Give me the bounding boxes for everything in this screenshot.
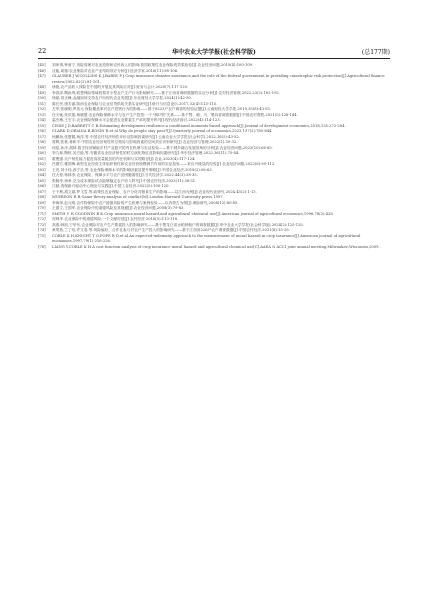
reference-number: [53] [38, 112, 46, 117]
reference-text: 张毓华,徐聿.完全成本保险试点能够稳定农户收入吗?[J].中国农村经济,2023(11):38-51. [52, 178, 197, 183]
reference-text: 沈能,周德:农业保险对农业产业结构效应分析[J].经济学家,2016(11):98-106. [52, 68, 179, 73]
reference-text: 李海萍,赵元明,农作物保险中农户道德风险的产生机理与案例检验——以内蒙古为例[J].保险研究,2008(12):80-85. [52, 200, 239, 205]
reference-number: [75] [38, 233, 46, 238]
reference-number: [49] [38, 90, 46, 95]
journal-title: 华中农业大学学报(社会科学版) [172, 49, 256, 56]
reference-number: [56] [38, 129, 46, 133]
reference-text: 于千利,胡文斌,罗飞雪,等.政策性农业保险、农户分化对粮食生产的影响——以江西为例[J].农业现代化研究,2024,45(2):1-13. [52, 189, 257, 194]
reference-number: [69] [38, 200, 46, 205]
reference-number: [68] [38, 195, 46, 199]
reference-number: [52] [38, 107, 46, 111]
running-header [38, 45, 390, 57]
reference-number: [54] [38, 118, 46, 122]
reference-number: [71] [38, 211, 46, 216]
reference-text: 温杰梅,王宏宇,农业保险保障水平会促进农业要素生产率的提升吗?[J].现代经济探讨,2022(4):114-123. [52, 118, 221, 122]
reference-number: [59] [38, 145, 46, 150]
reference-text: 陈长民,康芳丽,陕西农业保险与农业信贷供给关系实证研究[J].统计与信息论坛,2017,32(4):113-115. [52, 101, 218, 106]
reference-text: 高燕,韩凯,宁华东,农业保险对农户生产要素投入的影响研究——基于黑龙江省水稻种植户的调查数据[J].华中农业大学学报(社会科学版),2024(2):125-135. [52, 222, 304, 227]
reference-text: CISSE J D,BARRETT C B.Estimating development resilience:a conditional moments-based approach[J].Journal of development economics,2018,135:272-284. [52, 123, 346, 128]
reference-number: [55] [38, 123, 46, 128]
reference-text: 王亮,刘小伟,西宁乐,等.农业保险保障水平的影响因素及提升策略[J].中国农业经济,2018(2):56-63. [52, 167, 213, 172]
reference-text: LIANG Y,COBLE K H.A cost function analysis of crop insurance moral hazard and agricultural chemical use[C].AAEA & ACCI joint annual meeting.Milwaukee,Wisconsin,2009. [52, 244, 380, 249]
reference-text: 任大栓,杨林李,农业保险、保障水平与农户贫困脆弱性[J].当代经济学,2022,44(2):28-35. [52, 173, 198, 177]
reference-text: 李春泽,陶汝珠,联想保险领域机构对小型农户生产行为影响研究——基于江西省调研数据的实证分析[J].农村经济管理,2022,23(2):182-192. [52, 90, 280, 95]
reference-text: GLAUBER J W,COLLINS K J,BARRY P J.Crop insurance,disaster assistance,and the role of the federal government in providing catastrophic risk protection[J].Agricultural finance review,2002,62(2):81-101. [52, 74, 385, 84]
reference-number: [65] [38, 178, 46, 183]
header-rule [38, 58, 390, 59]
reference-text: SMITH V H,GOODWIN B K.Crop insurance,moral hazard,and agricultural chemical use[J].American journal of agricultural economics,1996,78(2):428. [52, 211, 334, 216]
reference-number: [45] [38, 63, 46, 67]
reference-number: [67] [38, 189, 46, 194]
reference-item [38, 74, 390, 85]
reference-text: 任天驰,张洪振,杨晓慧.农业保险保障水平与农户生产投资:一个"倒U型"关系——基于鄂、湘、川、黑四省调查数据[J].中国农村观察,2021(5):128-144. [52, 112, 298, 117]
reference-number: [73] [38, 222, 46, 227]
reference-item [38, 234, 390, 245]
reference-number: [61] [38, 156, 46, 161]
reference-text: 蒋辉,张豪,蒋和平.中国农业经济韧性时空格局与影响因素的空间效应识别研究[J].农业经济与管理,2022(1):30-32. [52, 140, 238, 144]
reference-number: [48] [38, 85, 46, 89]
reference-text: 徐艳,农产品收入保险在中国的开展及其风险应对[J].财务与会计,2020(7):117-120. [52, 85, 189, 89]
reference-number: [64] [38, 173, 46, 177]
reference-number: [50] [38, 96, 46, 100]
reference-number: [76] [38, 244, 46, 249]
reference-text: 江献,再保新兴驱动中心理论与实践[J].中国工业经济,2022(5):100-120. [52, 184, 170, 188]
reference-number: [66] [38, 184, 46, 188]
reference-text: CLARK D,ORIANA B,BOSIN R,et al.Why do people stay poor?[J].Quarterly journal of economics,2022,137(2):785-844. [52, 129, 273, 133]
reference-text: 黄莺燕,兰了咕,许文春,等.风险偏好、合作社参与对农户生产投入的影响研究——基于江西省226户农户调查数据[J].中国农村经济,2021(8):15-29. [52, 228, 290, 232]
reference-item [38, 245, 390, 251]
reference-text: 王德文,王国军.农业保险中的道德风险及其规避[J].农业经济问题,2008(3):79-83. [52, 206, 185, 210]
reference-text: 刘家琪,钟甫宁.风险管理对农业投资和农民收入的影响:我国政策性农业保险的效果检验[J].农业经济问题,2010(4):100-109. [52, 63, 254, 67]
reference-text: 徐斌,刘正峰,金融如何支持农户向现代农业发展[J].东北财经大学学报,2024(1):42-50. [52, 96, 192, 100]
reference-number: [62] [38, 162, 46, 166]
reference-list [38, 63, 390, 250]
reference-number: [70] [38, 206, 46, 210]
issue-number: (总177期) [361, 49, 390, 56]
reference-text: 李九林,陶恒,吴宏能,等.安徽省农业经济韧性的时空演化特征及影响因素研究[J].华东经济管理,2022,36(11):75-84. [52, 151, 240, 155]
reference-text: COBLE K H,KNIGHT T O,POPE R D,et al.An expected-indemnity approach to the measurement of moral hazard in crop insurance[J].American journal of agricultural economics,1997,79(1):216-226. [52, 233, 361, 243]
reference-text: MYERSON R B.Game theory:analysis of conflict[M].London:Harvard University press,1997. [52, 195, 224, 199]
page-number: 22 [38, 47, 47, 55]
reference-number: [72] [38, 217, 46, 221]
reference-text: 左军,张晓明,罗浩元.保险覆盖率对农户投资行为的影响——基于8223户农户调查的经验证据[J].云南财经大学学报,2019,35(8):43-55. [52, 107, 272, 111]
reference-number: [51] [38, 101, 46, 106]
reference-text: 祝婵华.农业保险中的道德风险:一个文献综述[J].农村经济,2016(5):113-118. [52, 217, 179, 221]
reference-text: 杨鹏扬,张慧娟,杨洋,等.中国农村经济韧性评价及影响因素研究[J].云南农业大学学报(社会科学),2022,16(5):43-52. [52, 134, 240, 139]
reference-number: [58] [38, 140, 46, 144]
reference-number: [74] [38, 228, 46, 232]
reference-text: 吕德宏,雅国梅.新型农业经营主体组织韧性和农业经营规模调节作用的实证检验——来自丹棱县的经验[J].农业经济问题,2022(8):90-112. [52, 162, 276, 166]
reference-text: 霍俊强.农户韧性能力促进高质量脱贫的内在机制与实现路径[J].农业,2023(4):117-124. [52, 156, 196, 161]
reference-number: [63] [38, 167, 46, 172]
reference-number: [46] [38, 68, 46, 73]
reference-number: [47] [38, 74, 46, 78]
reference-number: [57] [38, 134, 46, 139]
reference-number: [60] [38, 151, 46, 155]
reference-text: 何星,孙彦,胡林.数字经济赋能乡村产业振兴的内在机理与实证检验——基于城乡融合发展视角的分析[J].农业经济问题,2023(10):66-85. [52, 145, 273, 150]
